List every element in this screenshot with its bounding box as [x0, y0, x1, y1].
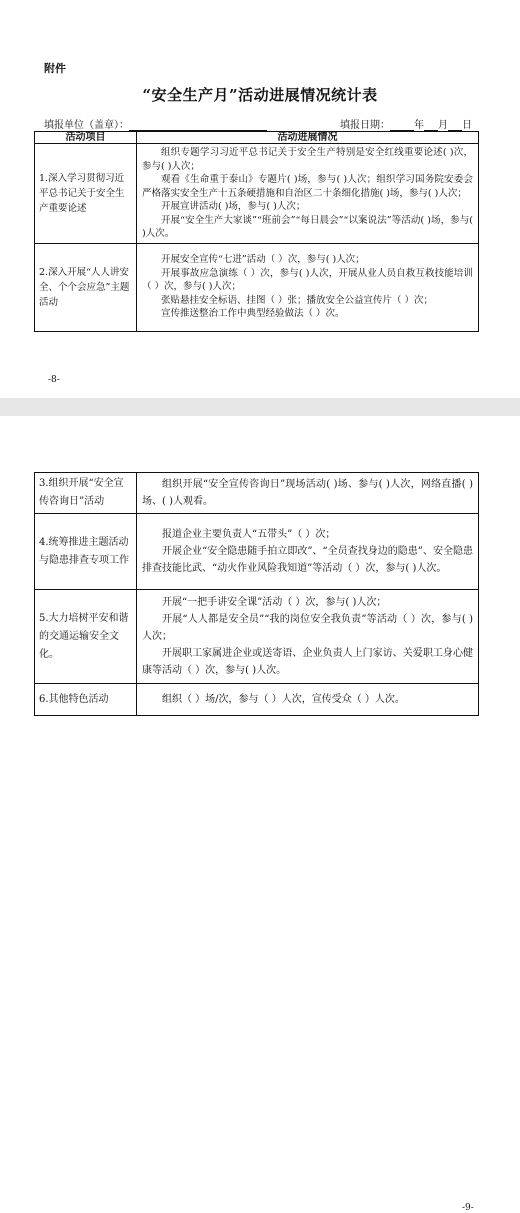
reporting-unit [44, 116, 267, 131]
day-label: 日 [462, 120, 472, 131]
status-line: 组织（ ）场/次，参与（ ）人次，宣传受众（ ）人次。 [162, 694, 405, 705]
year-label: 年 [414, 120, 424, 131]
reporting-unit-label: 填报单位（盖章）： [44, 120, 129, 131]
document-title: “安全生产月”活动进展情况统计表 [142, 86, 378, 104]
activity-item-cell: 5.大力培树平安和谐的交通运输安全文化。 [35, 590, 137, 684]
table-row [35, 473, 479, 514]
activity-item-cell: 2.深入开展“人人讲安全、个个会应急”主题活动 [35, 243, 137, 331]
year-blank [390, 119, 414, 131]
status-line: 开展安全宣传“七进”活动（ ）次，参与( )人次； [161, 254, 365, 266]
status-line: 开展职工家属进企业或送寄语、企业负责人上门家访、关爱职工身心健康等活动（ ）次，参与( )人次。 [142, 648, 473, 676]
document-page-8 [0, 0, 520, 398]
day-blank [448, 119, 462, 131]
activity-item-cell: 4.统筹推进主题活动与隐患排查专项工作 [35, 514, 137, 590]
status-line: 宣传推送整治工作中典型经验做法（ ）次。 [161, 308, 345, 320]
table-row [35, 684, 479, 716]
activity-status-cell [137, 590, 479, 684]
status-line: 组织开展“安全宣传咨询日”现场活动( )场、参与( )人次，网络直播( )场、( )人观看。 [142, 479, 473, 507]
attachment-label: 附件 [44, 62, 66, 75]
month-label: 月 [438, 120, 448, 131]
activity-status-cell [137, 243, 479, 331]
activity-table-part-2 [34, 472, 479, 716]
status-line: 开展企业“安全隐患随手拍立即改”、“全员查找身边的隐患”、安全隐患排查技能比武、“动火作业风险我知道”等活动（ ）次，参与( )人次。 [142, 546, 473, 574]
status-line: 开展“安全生产大家谈”“班前会”“每日晨会”“以案说法”等活动( )场，参与( )人次。 [142, 214, 473, 239]
activity-table-part-1 [34, 131, 479, 332]
activity-item-cell: 3.组织开展“安全宣传咨询日”活动 [35, 473, 137, 514]
table-row [35, 243, 479, 331]
table-row [35, 514, 479, 590]
activity-status-cell [137, 144, 479, 244]
status-line: 开展“人人都是安全员”“我的岗位安全我负责”等活动（ ）次，参与( )人次； [142, 614, 473, 642]
activity-status-cell [137, 514, 479, 590]
status-line: 报道企业主要负责人“五带头”（ ）次； [162, 529, 336, 540]
table-header-row [35, 132, 479, 144]
page-separator [0, 398, 520, 416]
activity-status-cell [137, 473, 479, 514]
header-activity-status: 活动进展情况 [137, 132, 479, 144]
reporting-date-label: 填报日期： [340, 120, 390, 131]
activity-item-cell: 6.其他特色活动 [35, 684, 137, 716]
month-blank [424, 119, 438, 131]
reporting-unit-blank [129, 119, 267, 131]
status-line: 张贴悬挂安全标语、挂图（ ）张；播放安全公益宣传片（ ）次； [161, 294, 434, 306]
page-number: -8- [48, 375, 60, 385]
activity-item-cell: 1.深入学习贯彻习近平总书记关于安全生产重要论述 [35, 144, 137, 244]
status-line: 开展事故应急演练（ ）次，参与( )人次，开展从业人员自救互救技能培训（ ）次，参与( )人次； [142, 267, 473, 293]
status-line: 开展宣讲活动( )场，参与( )人次； [161, 201, 306, 212]
header-activity-item: 活动项目 [35, 132, 137, 144]
status-line: 开展“一把手讲安全课”活动（ ）次，参与( )人次； [162, 597, 387, 608]
table-row [35, 144, 479, 244]
reporting-date [340, 116, 472, 131]
status-line: 观看《生命重于泰山》专题片( )场，参与( )人次；组织学习国务院安委会严格落实安全生产十五条硬措施和自治区二十条细化措施( )场，参与( )人次； [142, 174, 473, 199]
page-number: -9- [462, 1203, 474, 1213]
table-row [35, 590, 479, 684]
status-line: 组织专题学习习近平总书记关于安全生产特别是安全红线重要论述( )次，参与( )人次； [142, 147, 473, 172]
activity-status-cell [137, 684, 479, 716]
